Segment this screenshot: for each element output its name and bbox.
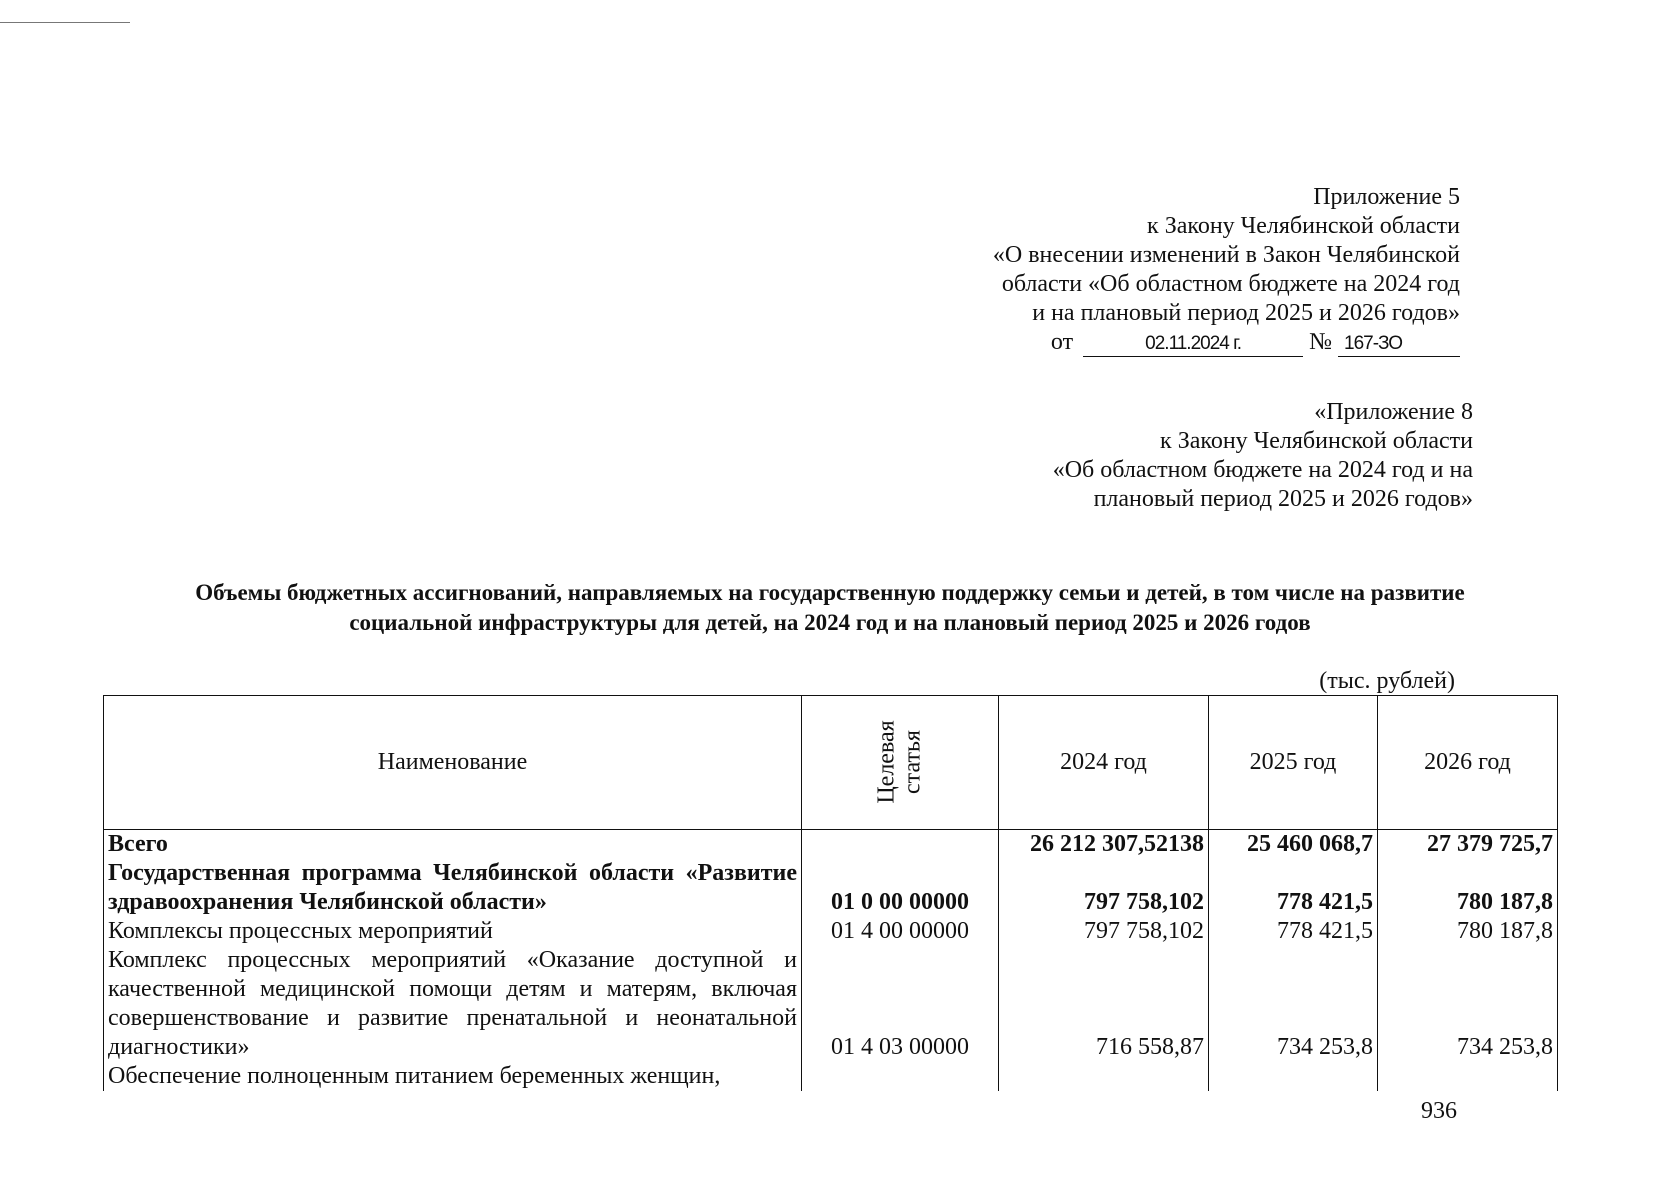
header-code-line: Целевая (873, 719, 900, 804)
document-title (100, 578, 1560, 638)
header-name: Наименование (104, 696, 802, 830)
table-row (104, 830, 1558, 860)
title-line: социальной инфраструктуры для детей, на 2024 год и на плановый период 2025 и 2026 годов (349, 610, 1311, 635)
row-name: Обеспечение полноценным питанием беременных женщин, (104, 1062, 802, 1091)
row-2026: 780 187,8 (1378, 917, 1558, 946)
header-code-line: статья (899, 729, 926, 794)
row-2024: 797 758,102 (999, 859, 1209, 917)
row-code (802, 830, 999, 860)
row-2025: 734 253,8 (1209, 946, 1378, 1062)
appendix-5-line: к Закону Челябинской области (1147, 213, 1460, 239)
date-prefix: от (1050, 329, 1074, 355)
header-2025: 2025 год (1209, 696, 1378, 830)
row-code: 01 4 00 00000 (802, 917, 999, 946)
appendix-5-line: и на плановый период 2025 и 2026 годов» (1032, 300, 1460, 326)
top-rule (0, 22, 130, 23)
row-2026: 734 253,8 (1378, 946, 1558, 1062)
appendix-8-line: «Об областном бюджете на 2024 год и на (1052, 457, 1473, 483)
budget-table (103, 695, 1558, 1091)
appendix-5-line: области «Об областном бюджете на 2024 год (1001, 271, 1460, 297)
row-2025 (1209, 1062, 1378, 1091)
table-row (104, 946, 1558, 1062)
row-2026: 27 379 725,7 (1378, 830, 1558, 860)
row-2024: 797 758,102 (999, 917, 1209, 946)
header-code (802, 696, 999, 830)
row-name: Государственная программа Челябинской области «Развитие здравоохранения Челябинской области» (104, 859, 802, 917)
row-code: 01 0 00 00000 (802, 859, 999, 917)
law-number: 167-ЗО (1338, 333, 1460, 357)
header-code-label (874, 720, 926, 803)
row-2024 (999, 1062, 1209, 1091)
appendix-5-line: Приложение 5 (1313, 184, 1460, 210)
row-name: Всего (104, 830, 802, 860)
appendix-8-line: «Приложение 8 (1314, 399, 1473, 425)
law-date-line (1051, 328, 1460, 357)
number-prefix: № (1309, 329, 1332, 355)
table-row (104, 1062, 1558, 1091)
appendix-8-line: плановый период 2025 и 2026 годов» (1093, 486, 1473, 512)
row-2025: 25 460 068,7 (1209, 830, 1378, 860)
row-2024: 26 212 307,52138 (999, 830, 1209, 860)
table-row (104, 859, 1558, 917)
row-code: 01 4 03 00000 (802, 946, 999, 1062)
row-2025: 778 421,5 (1209, 917, 1378, 946)
row-name: Комплексы процессных мероприятий (104, 917, 802, 946)
table-header-row (104, 696, 1558, 830)
row-2026 (1378, 1062, 1558, 1091)
units-label: (тыс. рублей) (1319, 668, 1455, 694)
row-code (802, 1062, 999, 1091)
appendix-8-header (1053, 398, 1473, 514)
header-2026: 2026 год (1378, 696, 1558, 830)
row-name: Комплекс процессных мероприятий «Оказание доступной и качественной медицинской помощи детям и матерям, включая совершенствование и развитие пренатальной и неонатальной диагностики» (104, 946, 802, 1062)
table-row (104, 917, 1558, 946)
appendix-5-header (993, 183, 1460, 357)
row-2024: 716 558,87 (999, 946, 1209, 1062)
page-number: 936 (1421, 1098, 1457, 1124)
row-2026: 780 187,8 (1378, 859, 1558, 917)
appendix-5-line: «О внесении изменений в Закон Челябинской (992, 242, 1460, 268)
appendix-8-line: к Закону Челябинской области (1160, 428, 1473, 454)
row-2025: 778 421,5 (1209, 859, 1378, 917)
header-2024: 2024 год (999, 696, 1209, 830)
title-line: Объемы бюджетных ассигнований, направляемых на государственную поддержку семьи и детей, в том числе на развитие (195, 580, 1465, 605)
law-date: 02.11.2024 г. (1083, 333, 1303, 357)
